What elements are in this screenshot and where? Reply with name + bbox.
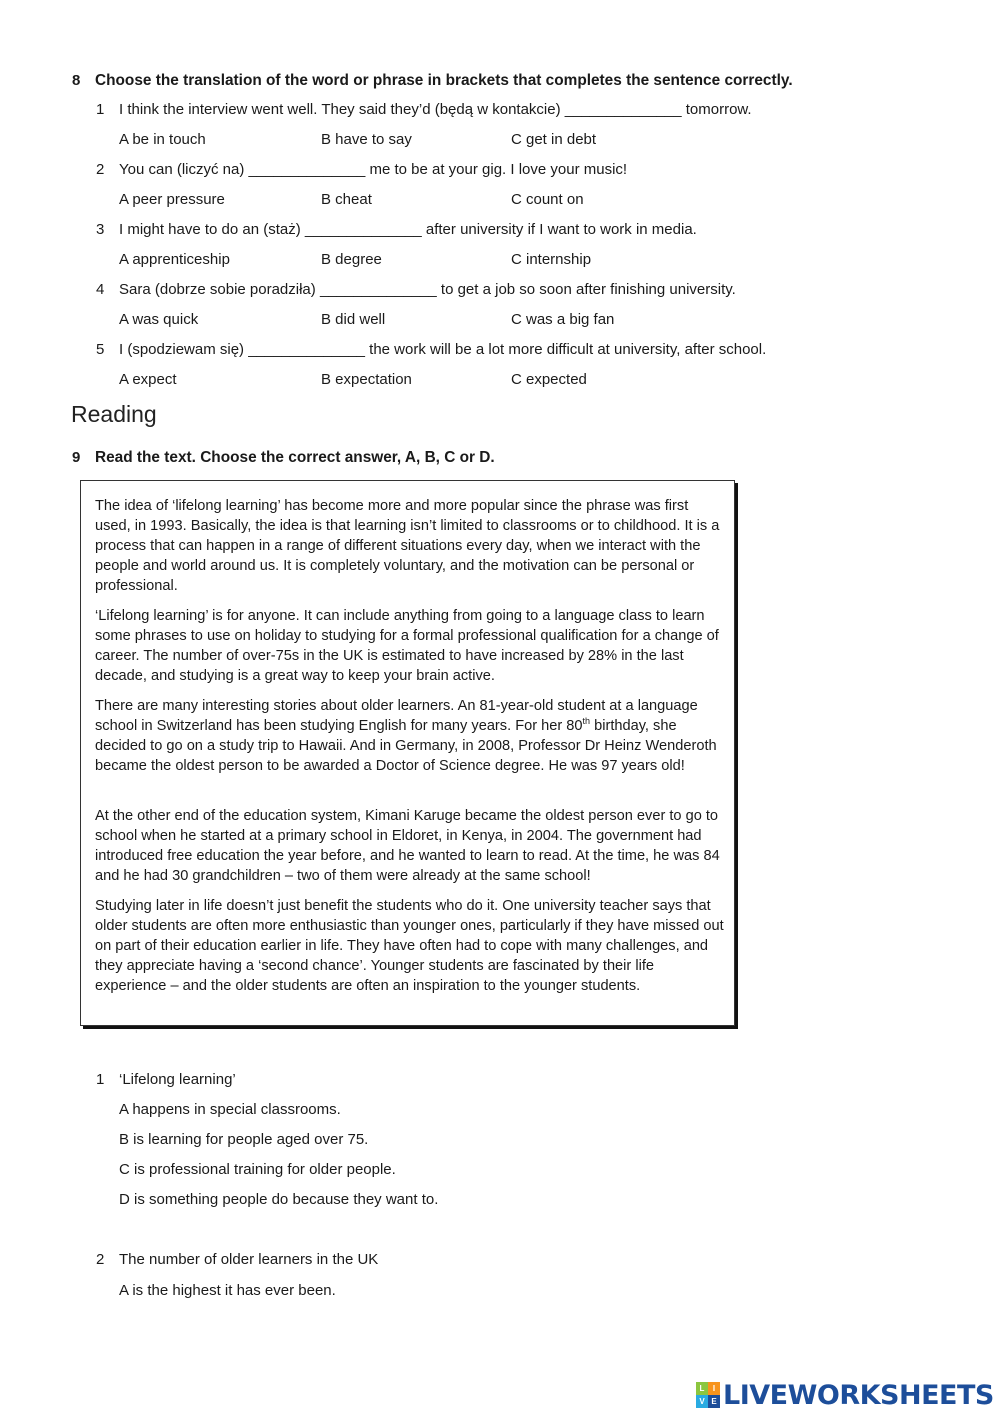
paragraph-3-part-1: There are many interesting stories about older learners. An 81-year-old student at a language school in Switzerland has been studying English for many years. For her 80 <box>95 698 698 734</box>
item-number: 4 <box>96 281 105 298</box>
option-c[interactable]: C count on <box>511 191 584 208</box>
task-9-instruction: Read the text. Choose the correct answer, A, B, C or D. <box>95 449 495 466</box>
option-a[interactable]: A expect <box>119 371 177 388</box>
item-sentence: Sara (dobrze sobie poradziła) ______________ to get a job so soon after finishing university. <box>119 281 736 298</box>
answer-option-d[interactable]: D is something people do because they want to. <box>119 1191 439 1208</box>
logo-letter: L <box>696 1382 708 1395</box>
item-number: 1 <box>96 101 105 118</box>
item-number: 5 <box>96 341 105 358</box>
reading-paragraph-4: At the other end of the education system, Kimani Karuge became the oldest person ever to go to school when he started at a primary school in Eldoret, in Kenya, in 2004. The government had introduced free education the year before, and he wanted to learn to read. At the time, he was 84 and he had 30 grandchildren – two of them were already at the same school! <box>95 808 720 884</box>
answer-option-b[interactable]: B is learning for people aged over 75. <box>119 1131 369 1148</box>
reading-text-box <box>80 480 735 1026</box>
question-number: 1 <box>96 1071 105 1088</box>
answer-option-a[interactable]: A happens in special classrooms. <box>119 1101 341 1118</box>
logo-text: LIVEWORKSHEETS <box>723 1379 994 1411</box>
item-sentence: I (spodziewam się) ______________ the work will be a lot more difficult at university, after school. <box>119 341 767 358</box>
question-stem: The number of older learners in the UK <box>119 1251 379 1268</box>
question-stem: ‘Lifelong learning’ <box>119 1071 236 1088</box>
answer-option-a[interactable]: A is the highest it has ever been. <box>119 1282 336 1299</box>
logo-mark-icon <box>696 1382 720 1408</box>
item-number: 2 <box>96 161 105 178</box>
item-sentence: I might have to do an (staż) ______________ after university if I want to work in media. <box>119 221 697 238</box>
option-a[interactable]: A peer pressure <box>119 191 225 208</box>
option-b[interactable]: B degree <box>321 251 382 268</box>
logo-letter: V <box>696 1395 708 1408</box>
task-8-instruction: Choose the translation of the word or phrase in brackets that completes the sentence correctly. <box>95 72 793 89</box>
question-number: 2 <box>96 1251 105 1268</box>
reading-paragraph-5: Studying later in life doesn’t just benefit the students who do it. One university teacher says that older students are often more enthusiastic than younger ones, particularly if they have missed out on part of their education earlier in life. They have often had to cope with many challenges, and they appreciate having a ‘second chance’. Younger students are fascinated by their life experience – and the older students are often an inspiration to the younger students. <box>95 898 724 994</box>
paragraph-3-part-2: birthday, she decided to go on a study trip to Hawaii. And in Germany, in 2008, Professor Dr Heinz Wenderoth became the oldest person to be awarded a Doctor of Science degree. He was 97 years old! <box>95 718 717 774</box>
option-a[interactable]: A was quick <box>119 311 199 328</box>
item-sentence: You can (liczyć na) ______________ me to be at your gig. I love your music! <box>119 161 628 178</box>
option-b[interactable]: B did well <box>321 311 386 328</box>
answer-option-c[interactable]: C is professional training for older people. <box>119 1161 396 1178</box>
option-c[interactable]: C get in debt <box>511 131 597 148</box>
option-a[interactable]: A apprenticeship <box>119 251 230 268</box>
logo-letter: I <box>708 1382 720 1395</box>
option-c[interactable]: C expected <box>511 371 587 388</box>
task-9-number: 9 <box>72 449 81 466</box>
reading-paragraph-1: The idea of ‘lifelong learning’ has become more and more popular since the phrase was first used, in 1993. Basically, the idea is that learning isn’t limited to classrooms or to childhood. It is a process that can happen in a range of different situations every day, when we interact with the people and world around us. It is completely voluntary, and the motivation can be personal or professional. <box>95 498 720 594</box>
option-b[interactable]: B cheat <box>321 191 372 208</box>
option-b[interactable]: B have to say <box>321 131 412 148</box>
option-b[interactable]: B expectation <box>321 371 412 388</box>
logo-letter: E <box>708 1395 720 1408</box>
option-a[interactable]: A be in touch <box>119 131 206 148</box>
reading-paragraph-2: ‘Lifelong learning’ is for anyone. It can include anything from going to a language class to learn some phrases to use on holiday to studying for a formal professional qualification for a change of career. The number of over-75s in the UK is estimated to have increased by 28% in the last decade, and studying is a great way to keep your brain active. <box>95 608 719 684</box>
section-title: Reading <box>71 401 157 427</box>
reading-paragraph-3 <box>95 696 725 776</box>
ordinal-suffix: th <box>582 716 591 727</box>
item-number: 3 <box>96 221 105 238</box>
task-8-number: 8 <box>72 72 81 89</box>
liveworksheets-logo <box>696 1378 994 1412</box>
item-sentence: I think the interview went well. They said they’d (będą w kontakcie) ______________ tomorrow. <box>119 101 752 118</box>
option-c[interactable]: C internship <box>511 251 592 268</box>
option-c[interactable]: C was a big fan <box>511 311 615 328</box>
